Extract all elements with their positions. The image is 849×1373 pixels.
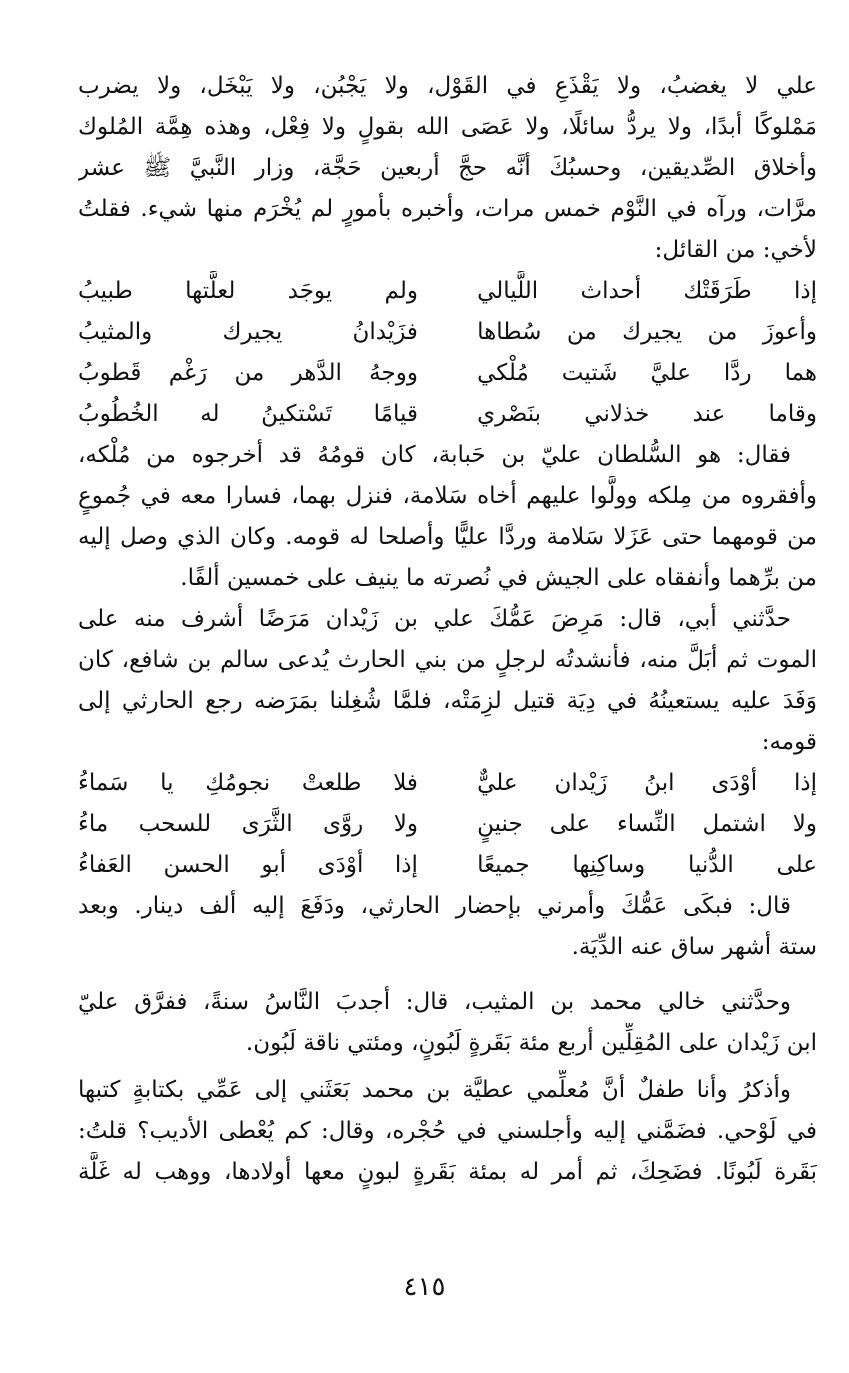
verse-first-hemistich: وقاما عند خذلاني بنَصْري: [477, 401, 817, 427]
text-line: من برِّهما وأنفقاه على الجيش في نُصرته ما ينيف على خمسين ألفًا.: [180, 565, 817, 591]
text-line: مَمْلوكًا أبدًا، ولا يردُّ سائلًا، ولا عَصَى الله بقولٍ ولا فِعْل، وهذه هِمَّة المُلوك: [78, 114, 817, 140]
text-line: فقال: هو السُّلطان عليّ بن حَبابة، كان قومُهُ قد أخرجوه من مُلْكه،: [78, 442, 791, 468]
text-line: مرَّات، ورآه في النَّوْم خمس مرات، وأخبره بأمورٍ لم يُخْرَم منها شيء. فقلتُ: [78, 196, 817, 222]
paragraph-childhood: [78, 1070, 817, 1193]
verse-line: [78, 353, 817, 394]
verse-second-hemistich: ووجهُ الدَّهر من رَغْم قَطوبُ: [78, 360, 418, 386]
text-line: بَقَرة لَبُونًا. فضَحِكَ، ثم أمر له بمئة بَقَرةٍ لبونٍ معها أولادها، ووهب له غَلَّة: [78, 1159, 817, 1185]
verse-line: [78, 312, 817, 353]
text-line: ستة أشهر ساق عنه الدِّيَة.: [571, 934, 817, 960]
verse-first-hemistich: إذا أوْدَى ابنُ زَيْدان عليٌّ: [477, 770, 817, 796]
paragraph-sultan: [78, 435, 817, 599]
verse-second-hemistich: إذا أوْدَى أبو الحسن العَفاءُ: [78, 852, 418, 878]
page-number: ٤١٥: [403, 1272, 446, 1302]
verse-first-hemistich: ولا اشتمل النِّساء على جنينٍ: [477, 811, 817, 837]
paragraph-drought: [78, 982, 817, 1064]
verse-first-hemistich: وأعوزَ من يجيرك من سُطاها: [477, 319, 817, 345]
text-line: وحدَّثني خالي محمد بن المثيب، قال: أجدبَ النَّاسُ سنةً، ففرَّق عليّ: [78, 989, 791, 1015]
text-line: لأخي: من القائل:: [654, 237, 817, 263]
text-line: في لَوْحي. فضَمَّني إليه وأجلسني في حُجْره، وقال: كم يُعْطى الأديب؟ قلتُ:: [78, 1118, 817, 1144]
text-line: وأفقروه من مِلكه وولَّوا عليهم أخاه سَلامة، فنزل بهما، فسارا معه في جُموعٍ: [78, 483, 817, 509]
verse-first-hemistich: هما ردَّا عليَّ شَتيت مُلْكي: [477, 360, 817, 386]
verse-second-hemistich: فلا طلعتْ نجومُكِ يا سَماءُ: [78, 770, 418, 796]
verse-second-hemistich: ولا روَّى الثَّرَى للسحب ماءُ: [78, 811, 418, 837]
verse-line: [78, 804, 817, 845]
text-line: وأذكرُ وأنا طفلٌ أنَّ مُعلِّمي عطيَّة بن محمد بَعَثَني إلى عَمِّي بكتابةٍ كتبها: [78, 1077, 791, 1103]
verse-second-hemistich: ولم يوجَد لعلَّتها طبيبُ: [78, 278, 418, 304]
verse-line: [78, 394, 817, 435]
verse-second-hemistich: فزَيْدانُ يجيرك والمثيبُ: [78, 319, 418, 345]
text-line: قومه:: [761, 729, 817, 755]
verse-line: [78, 271, 817, 312]
text-line: ابن زَيْدان على المُقِلِّين أربع مئة بَقَرةٍ لَبُونٍ، ومئتي ناقة لَبُون.: [245, 1030, 817, 1056]
text-line: حدَّثني أبي، قال: مَرِضَ عَمُّكَ علي بن زَيْدان مَرَضًا أشرف منه على: [78, 606, 791, 632]
page-body: [78, 66, 817, 1193]
paragraph-illness: [78, 599, 817, 763]
text-line: وَفَدَ عليه يستعينُهُ في دِيَة قتيل لزِمَتْه، فلمَّا شُغِلنا بمَرَضه رجع الحارثي إلى: [78, 688, 817, 714]
text-line: من قومهما حتى عَزَلا سَلامة وردَّا عليًّا وأصلحا له قومه. وكان الذي وصل إليه: [78, 524, 817, 550]
verse-line: [78, 845, 817, 886]
text-line: قال: فبكَى عَمُّكَ وأمرني بإحضار الحارثي، ودَفَعَ إليه ألف دينار. وبعد: [78, 893, 791, 919]
text-line: علي لا يغضبُ، ولا يَقْذَعِ في القَوْل، ولا يَجْبُن، ولا يَبْخَل، ولا يضرب: [78, 73, 817, 99]
poem-first: [78, 271, 817, 435]
text-line: وأخلاق الصِّديقين، وحسبُكَ أنَّه حجَّ أربعين حَجَّة، وزار النَّبيَّ ﷺ عشر: [78, 155, 817, 181]
verse-first-hemistich: على الدُّنيا وساكِنِها جميعًا: [477, 852, 817, 878]
verse-line: [78, 763, 817, 804]
verse-second-hemistich: قيامًا تَسْتكينُ له الخُطُوبُ: [78, 401, 418, 427]
text-line: الموت ثم أبَلَّ منه، فأنشدتُه لرجلٍ من بني الحارث يُدعى سالم بن شافع، كان: [78, 647, 817, 673]
paragraph-intro: [78, 66, 817, 271]
paragraph-weeping: [78, 886, 817, 968]
verse-first-hemistich: إذا طَرَقَتْك أحداث اللَّيالي: [477, 278, 817, 304]
poem-second: [78, 763, 817, 886]
